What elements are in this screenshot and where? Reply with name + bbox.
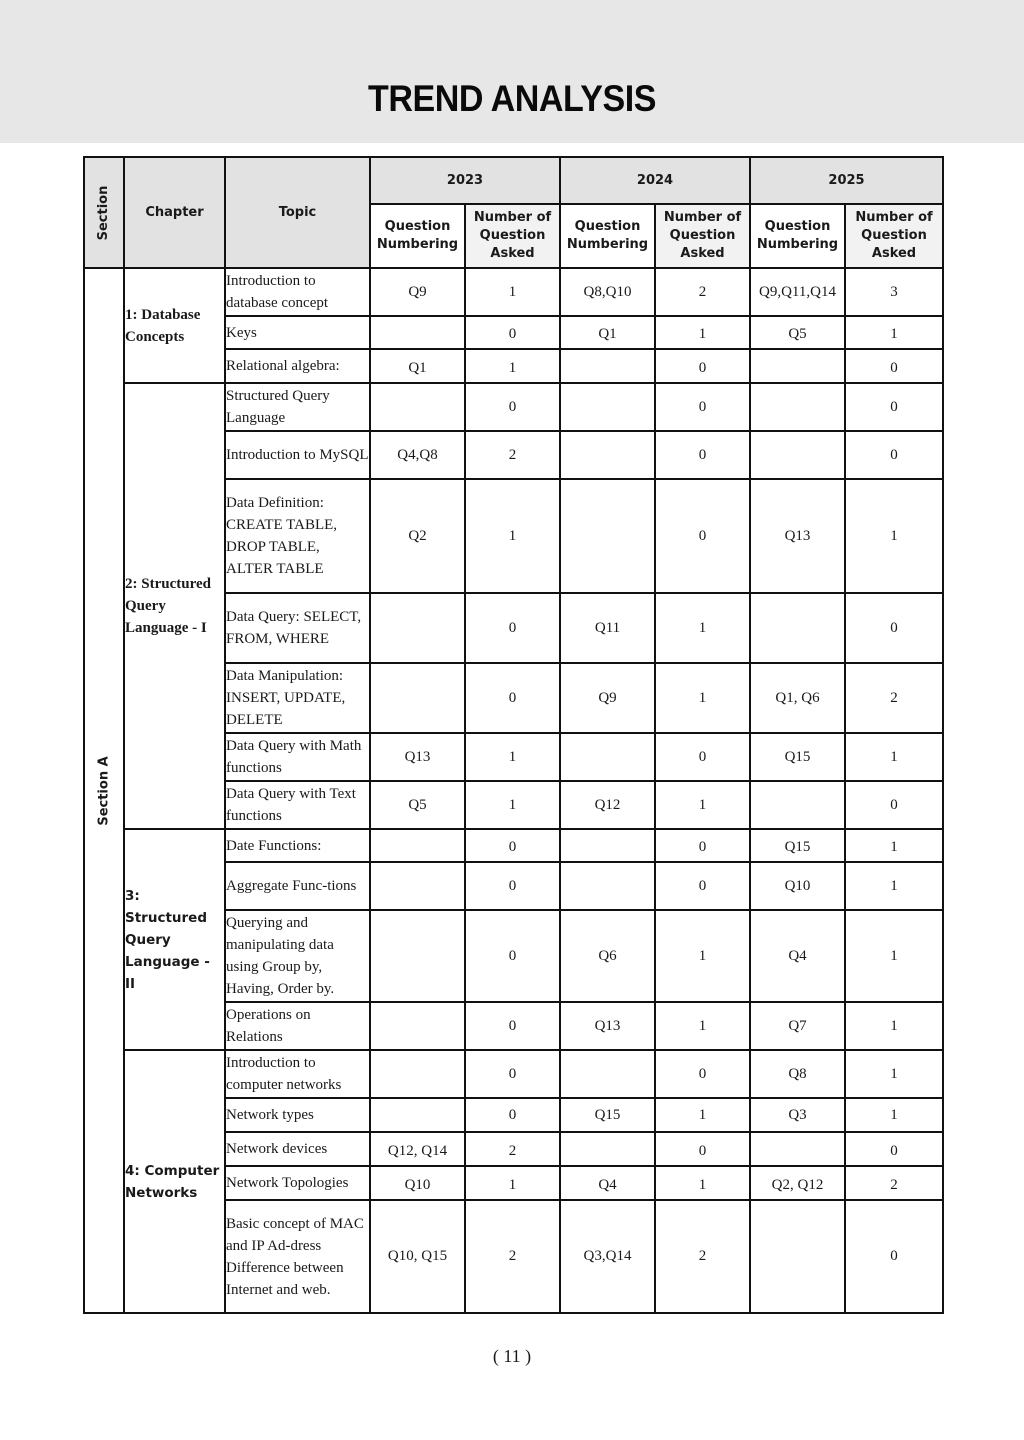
n-2025: 2 bbox=[845, 1166, 943, 1200]
n-2025: 1 bbox=[845, 316, 943, 349]
header-year-2023: 2023 bbox=[370, 157, 560, 204]
n-2024: 1 bbox=[655, 781, 750, 829]
n-2023: 2 bbox=[465, 1200, 560, 1313]
q-2025: Q1, Q6 bbox=[750, 663, 845, 733]
q-2023 bbox=[370, 1050, 465, 1098]
q-2025: Q10 bbox=[750, 862, 845, 910]
q-2024: Q8,Q10 bbox=[560, 268, 655, 316]
q-2023: Q4,Q8 bbox=[370, 431, 465, 479]
n-2024: 1 bbox=[655, 1098, 750, 1132]
chapter-cell: 4: Computer Networks bbox=[124, 1050, 225, 1313]
n-2024: 1 bbox=[655, 910, 750, 1002]
n-2023: 1 bbox=[465, 479, 560, 593]
n-2025: 0 bbox=[845, 781, 943, 829]
n-2025: 1 bbox=[845, 733, 943, 781]
n-2023: 0 bbox=[465, 663, 560, 733]
q-2025: Q4 bbox=[750, 910, 845, 1002]
topic-cell: Data Query with Text functions bbox=[225, 781, 370, 829]
header-chapter: Chapter bbox=[124, 157, 225, 268]
n-2024: 0 bbox=[655, 733, 750, 781]
header-2024-question-numbering: Question Numbering bbox=[560, 204, 655, 268]
table-row bbox=[84, 1050, 943, 1098]
n-2025: 1 bbox=[845, 1002, 943, 1050]
topic-cell: Data Definition: CREATE TABLE, DROP TABLE, ALTER TABLE bbox=[225, 479, 370, 593]
header-2023-question-numbering: Question Numbering bbox=[370, 204, 465, 268]
q-2024: Q15 bbox=[560, 1098, 655, 1132]
n-2023: 0 bbox=[465, 593, 560, 663]
chapter-cell: 1: Database Concepts bbox=[124, 268, 225, 383]
n-2023: 1 bbox=[465, 268, 560, 316]
header-2024-number-asked: Number of Question Asked bbox=[655, 204, 750, 268]
n-2025: 0 bbox=[845, 593, 943, 663]
q-2025: Q15 bbox=[750, 733, 845, 781]
q-2023 bbox=[370, 910, 465, 1002]
topic-cell: Structured Query Language bbox=[225, 383, 370, 431]
n-2025: 1 bbox=[845, 862, 943, 910]
table-row bbox=[84, 829, 943, 862]
n-2025: 0 bbox=[845, 1132, 943, 1166]
q-2024: Q3,Q14 bbox=[560, 1200, 655, 1313]
n-2023: 0 bbox=[465, 1098, 560, 1132]
n-2023: 0 bbox=[465, 316, 560, 349]
q-2025: Q8 bbox=[750, 1050, 845, 1098]
q-2025: Q13 bbox=[750, 479, 845, 593]
q-2023 bbox=[370, 1002, 465, 1050]
n-2023: 0 bbox=[465, 910, 560, 1002]
q-2024: Q6 bbox=[560, 910, 655, 1002]
q-2024: Q4 bbox=[560, 1166, 655, 1200]
topic-cell: Data Manipulation: INSERT, UPDATE, DELETE bbox=[225, 663, 370, 733]
q-2023 bbox=[370, 383, 465, 431]
topic-cell: Data Query: SELECT, FROM, WHERE bbox=[225, 593, 370, 663]
topic-cell: Basic concept of MAC and IP Ad-dress Difference between Internet and web. bbox=[225, 1200, 370, 1313]
n-2024: 0 bbox=[655, 1132, 750, 1166]
page-number: ( 11 ) bbox=[492, 1346, 532, 1366]
q-2023 bbox=[370, 1098, 465, 1132]
q-2024: Q1 bbox=[560, 316, 655, 349]
n-2024: 1 bbox=[655, 1002, 750, 1050]
n-2025: 1 bbox=[845, 479, 943, 593]
topic-cell: Keys bbox=[225, 316, 370, 349]
header-topic: Topic bbox=[225, 157, 370, 268]
n-2024: 0 bbox=[655, 431, 750, 479]
q-2023 bbox=[370, 663, 465, 733]
chapter-cell: 2: Structured Query Language - I bbox=[124, 383, 225, 829]
n-2024: 0 bbox=[655, 479, 750, 593]
q-2023 bbox=[370, 829, 465, 862]
topic-cell: Relational algebra: bbox=[225, 349, 370, 383]
q-2023 bbox=[370, 862, 465, 910]
q-2024 bbox=[560, 733, 655, 781]
q-2025 bbox=[750, 1200, 845, 1313]
q-2024 bbox=[560, 349, 655, 383]
topic-cell: Data Query with Math functions bbox=[225, 733, 370, 781]
q-2024 bbox=[560, 1132, 655, 1166]
n-2024: 0 bbox=[655, 349, 750, 383]
n-2023: 1 bbox=[465, 781, 560, 829]
n-2024: 1 bbox=[655, 1166, 750, 1200]
n-2025: 1 bbox=[845, 1098, 943, 1132]
header-year-2024: 2024 bbox=[560, 157, 750, 204]
q-2023 bbox=[370, 316, 465, 349]
q-2023: Q2 bbox=[370, 479, 465, 593]
q-2025 bbox=[750, 781, 845, 829]
n-2023: 0 bbox=[465, 1002, 560, 1050]
n-2023: 0 bbox=[465, 829, 560, 862]
topic-cell: Operations on Relations bbox=[225, 1002, 370, 1050]
q-2023: Q5 bbox=[370, 781, 465, 829]
q-2025: Q7 bbox=[750, 1002, 845, 1050]
q-2025: Q5 bbox=[750, 316, 845, 349]
page-title: TREND ANALYSIS bbox=[368, 78, 656, 119]
q-2023: Q1 bbox=[370, 349, 465, 383]
header-2025-question-numbering: Question Numbering bbox=[750, 204, 845, 268]
q-2025: Q9,Q11,Q14 bbox=[750, 268, 845, 316]
q-2024: Q13 bbox=[560, 1002, 655, 1050]
topic-cell: Network Topologies bbox=[225, 1166, 370, 1200]
q-2025 bbox=[750, 431, 845, 479]
topic-cell: Querying and manipulating data using Group by, Having, Order by. bbox=[225, 910, 370, 1002]
topic-cell: Introduction to computer networks bbox=[225, 1050, 370, 1098]
topic-cell: Date Functions: bbox=[225, 829, 370, 862]
n-2025: 3 bbox=[845, 268, 943, 316]
n-2023: 1 bbox=[465, 733, 560, 781]
trend-analysis-table bbox=[83, 156, 944, 1314]
table-row bbox=[84, 268, 943, 316]
header-year-2025: 2025 bbox=[750, 157, 943, 204]
n-2025: 0 bbox=[845, 431, 943, 479]
n-2024: 1 bbox=[655, 316, 750, 349]
q-2025 bbox=[750, 383, 845, 431]
n-2023: 0 bbox=[465, 1050, 560, 1098]
n-2024: 0 bbox=[655, 1050, 750, 1098]
n-2025: 1 bbox=[845, 829, 943, 862]
n-2025: 0 bbox=[845, 349, 943, 383]
topic-cell: Aggregate Func-tions bbox=[225, 862, 370, 910]
section-label: Section A bbox=[96, 755, 112, 826]
q-2023: Q10 bbox=[370, 1166, 465, 1200]
n-2024: 2 bbox=[655, 1200, 750, 1313]
header-2023-number-asked: Number of Question Asked bbox=[465, 204, 560, 268]
q-2025 bbox=[750, 349, 845, 383]
n-2024: 1 bbox=[655, 663, 750, 733]
title-banner bbox=[0, 0, 1024, 143]
q-2024 bbox=[560, 829, 655, 862]
q-2024: Q11 bbox=[560, 593, 655, 663]
n-2024: 1 bbox=[655, 593, 750, 663]
q-2025: Q3 bbox=[750, 1098, 845, 1132]
q-2023: Q9 bbox=[370, 268, 465, 316]
n-2024: 0 bbox=[655, 862, 750, 910]
n-2025: 0 bbox=[845, 383, 943, 431]
n-2023: 2 bbox=[465, 1132, 560, 1166]
q-2025: Q15 bbox=[750, 829, 845, 862]
n-2024: 0 bbox=[655, 829, 750, 862]
section-label-cell bbox=[84, 268, 124, 1313]
q-2024 bbox=[560, 1050, 655, 1098]
q-2024 bbox=[560, 862, 655, 910]
header-2025-number-asked: Number of Question Asked bbox=[845, 204, 943, 268]
topic-cell: Network types bbox=[225, 1098, 370, 1132]
n-2025: 2 bbox=[845, 663, 943, 733]
topic-cell: Introduction to MySQL bbox=[225, 431, 370, 479]
n-2023: 2 bbox=[465, 431, 560, 479]
chapter-cell: 3: Structured Query Language - II bbox=[124, 829, 225, 1050]
topic-cell: Network devices bbox=[225, 1132, 370, 1166]
n-2024: 2 bbox=[655, 268, 750, 316]
q-2025 bbox=[750, 593, 845, 663]
q-2023: Q12, Q14 bbox=[370, 1132, 465, 1166]
q-2024 bbox=[560, 479, 655, 593]
q-2024 bbox=[560, 431, 655, 479]
header-section: Section bbox=[84, 157, 124, 268]
n-2025: 0 bbox=[845, 1200, 943, 1313]
n-2025: 1 bbox=[845, 910, 943, 1002]
q-2024: Q12 bbox=[560, 781, 655, 829]
n-2023: 0 bbox=[465, 862, 560, 910]
n-2023: 1 bbox=[465, 349, 560, 383]
q-2023: Q10, Q15 bbox=[370, 1200, 465, 1313]
n-2025: 1 bbox=[845, 1050, 943, 1098]
q-2025: Q2, Q12 bbox=[750, 1166, 845, 1200]
q-2025 bbox=[750, 1132, 845, 1166]
n-2023: 0 bbox=[465, 383, 560, 431]
topic-cell: Introduction to database concept bbox=[225, 268, 370, 316]
q-2023 bbox=[370, 593, 465, 663]
table-row bbox=[84, 383, 943, 431]
n-2023: 1 bbox=[465, 1166, 560, 1200]
q-2023: Q13 bbox=[370, 733, 465, 781]
n-2024: 0 bbox=[655, 383, 750, 431]
q-2024: Q9 bbox=[560, 663, 655, 733]
q-2024 bbox=[560, 383, 655, 431]
